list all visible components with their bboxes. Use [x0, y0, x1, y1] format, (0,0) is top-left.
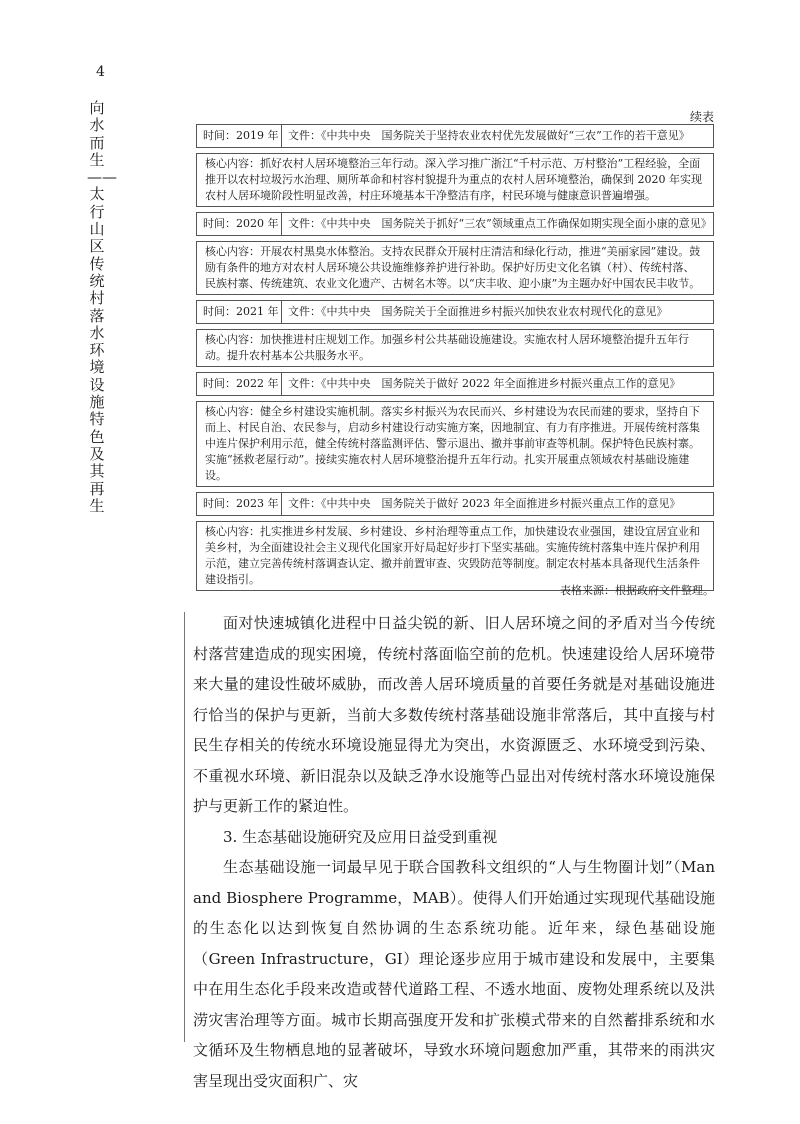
table-source-note: 表格来源：根据政府文件整理。 [560, 584, 714, 597]
section-heading: 3. 生态基础设施研究及应用日益受到重视 [223, 827, 498, 846]
body-text [193, 608, 715, 1096]
book-title-vertical: 向水而生——太行山区传统村落水环境设施特色及其再生 [87, 99, 117, 515]
table-row-2021-content: 核心内容：加快推进村庄规划工作。加强乡村公共基础设施建设。实施农村人居环境整治提升五年行动。提升农村基本公共服务水平。 [196, 329, 714, 367]
table-cell-document: 文件：《中共中央 国务院关于做好 2022 年全面推进乡村振兴重点工作的意见》 [288, 377, 681, 390]
table-row-2020-header [196, 212, 714, 236]
table-cell-year: 时间：2021 年 [197, 301, 282, 323]
page-number: 4 [96, 64, 105, 80]
table-row-2023-content: 核心内容：扎实推进乡村发展、乡村建设、乡村治理等重点工作，加快建设农业强国，建设宜居宜业和美乡村，为全面建设社会主义现代化国家开好局起好步打下坚实基础。实施传统村落集中连片保护利用示范，建立完善传统村落调查认定、撤并前置审查、灾毁防范等制度。制定农村基本具备现代生活条件建设指引。 [196, 521, 714, 591]
table-cell-year: 时间：2019 年 [197, 125, 282, 147]
table-cell-document: 文件：《中共中央 国务院关于抓好“三农”领域重点工作确保如期实现全面小康的意见》 [288, 217, 712, 230]
table-row-2022-content: 核心内容：健全乡村建设实施机制。落实乡村振兴为农民而兴、乡村建设为农民而建的要求，坚持自下而上、村民自治、农民参与，启动乡村建设行动实施方案，因地制宜、有力有序推进。开展传统村落集中连片保护利用示范，健全传统村落监测评估、警示退出、撤并事前审查等机制。保护特色民族村寨。实施“拯救老屋行动”。接续实施农村人居环境整治提升五年行动。扎实开展重点领域农村基础设施建设。 [196, 401, 714, 487]
table-cell-document: 文件：《中共中央 国务院关于全面推进乡村振兴加快农业农村现代化的意见》 [288, 305, 668, 318]
table-row-2020-content: 核心内容：开展农村黑臭水体整治。支持农民群众开展村庄清洁和绿化行动，推进“美丽家园”建设。鼓励有条件的地方对农村人居环境公共设施维修养护进行补助。保护好历史文化名镇（村）、传统村落、民族村寨、传统建筑、农业文化遗产、古树名木等。以“庆丰收、迎小康”为主题办好中国农民丰收节。 [196, 241, 714, 295]
table-row-2022-header [196, 372, 714, 396]
body-paragraph: 生态基础设施一词最早见于联合国教科文组织的“人与生物圈计划”（Man and Biosphere Programme，MAB）。使得人们开始通过实现现代基础设施的生态化以达到恢复自然协调的生态系统功能。近年来，绿色基础设施（Green Infrastructure，GI）理论逐步应用于城市建设和发展中，主要集中在用生态化手段来改造或替代道路工程、不透水地面、废物处理系统以及洪涝灾害治理等方面。城市长期高强度开发和扩张模式带来的自然蓄排系统和水文循环及生物栖息地的显著破坏，导致水环境问题愈加严重，其带来的雨洪灾害呈现出受灾面积广、灾 [193, 858, 715, 1090]
table-cell-year: 时间：2020 年 [197, 213, 282, 235]
table-continued-label: 续表 [689, 110, 714, 124]
table-row-2023-header [196, 492, 714, 516]
table-cell-document: 文件：《中共中央 国务院关于坚持农业农村优先发展做好“三农”工作的若干意见》 [288, 129, 690, 142]
table-row-2021-header [196, 300, 714, 324]
table-cell-year: 时间：2022 年 [197, 373, 282, 395]
table-cell-document: 文件：《中共中央 国务院关于做好 2023 年全面推进乡村振兴重点工作的意见》 [288, 497, 681, 510]
margin-rule [184, 612, 185, 1042]
table-row-2019-content: 核心内容：抓好农村人居环境整治三年行动。深入学习推广浙江“千村示范、万村整治”工程经验，全面推开以农村垃圾污水治理、厕所革命和村容村貌提升为重点的农村人居环境整治，确保到 2020 年实现农村人居环境阶段性明显改善，村庄环境基本干净整洁有序，村民环境与健康意识普遍增强。 [196, 153, 714, 207]
body-paragraph: 面对快速城镇化进程中日益尖锐的新、旧人居环境之间的矛盾对当今传统村落营建造成的现实困境，传统村落面临空前的危机。快速建设给人居环境带来大量的建设性破坏威胁，而改善人居环境质量的首要任务就是对基础设施进行恰当的保护与更新，当前大多数传统村落基础设施非常落后，其中直接与村民生存相关的传统水环境设施显得尤为突出，水资源匮乏、水环境受到污染、不重视水环境、新旧混杂以及缺乏净水设施等凸显出对传统村落水环境设施保护与更新工作的紧迫性。 [193, 614, 715, 815]
table-row-2019-header [196, 124, 714, 148]
policy-table [196, 124, 714, 596]
table-cell-year: 时间：2023 年 [197, 493, 282, 515]
